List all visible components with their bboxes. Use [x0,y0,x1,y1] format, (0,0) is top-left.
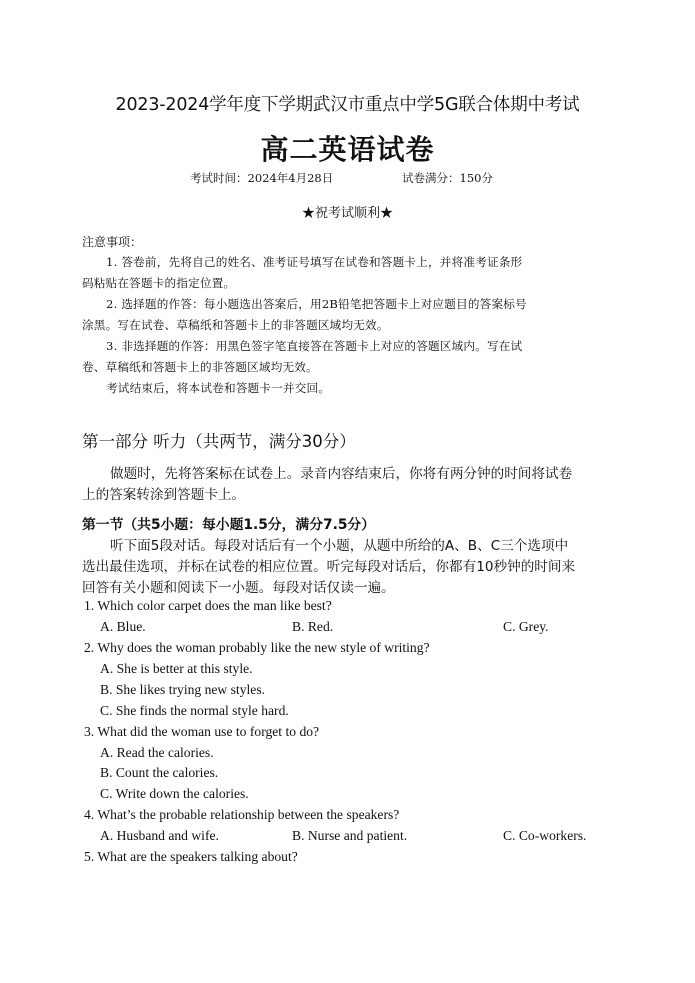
question-1-option-a: A. Blue. [100,619,146,634]
note-line: 3. 非选择题的作答：用黑色签字笔直接答在答题卡上对应的答题区域内。写在试 [106,339,523,353]
part1-intro-line: 做题时，先将答案标在试卷上。录音内容结束后，你将有两分钟的时间将试卷 [110,466,573,482]
note-line: 2. 选择题的作答：每小题选出答案后，用2B铅笔把答题卡上对应题目的答案标号 [106,297,527,311]
question-4-option-a: A. Husband and wife. [100,828,219,843]
note-line: 1. 答卷前，先将自己的姓名、准考证号填写在试卷和答题卡上，并将准考证条形 [106,255,523,269]
exam-time: 考试时间：2024年4月28日 [190,171,334,185]
question-4-option-c: C. Co-workers. [503,828,587,843]
question-4: 4. What’s the probable relationship between the speakers? [84,807,400,822]
question-2-option-b: B. She likes trying new styles. [100,682,266,697]
question-3-option-a: A. Read the calories. [100,745,214,760]
note-line: 码粘贴在答题卡的指定位置。 [82,276,236,290]
section1-intro-line: 听下面5段对话。每段对话后有一个小题，从题中所给的A、B、C三个选项中 [110,538,569,554]
full-score: 试卷满分：150分 [402,171,493,185]
question-1-option-c: C. Grey. [503,619,549,634]
question-3: 3. What did the woman use to forget to do? [84,724,320,739]
notes-heading: 注意事项： [82,235,143,249]
section1-intro-line: 选出最佳选项，并标在试卷的相应位置。听完每段对话后，你都有10秒钟的时间来 [82,559,576,575]
question-3-option-b: B. Count the calories. [100,765,219,780]
question-1: 1. Which color carpet does the man like best? [84,598,332,613]
section1-heading: 第一节（共5小题：每小题1.5分，满分7.5分） [82,517,376,533]
question-2-option-c: C. She finds the normal style hard. [100,703,289,718]
exam-title: 2023-2024学年度下学期武汉市重点中学5G联合体期中考试 [115,95,580,115]
question-4-option-b: B. Nurse and patient. [292,828,408,843]
good-luck-wish: ★祝考试顺利★ [301,206,393,221]
question-2-option-a: A. She is better at this style. [100,661,253,676]
part1-heading: 第一部分 听力（共两节，满分30分） [82,432,356,451]
question-2: 2. Why does the woman probably like the new style of writing? [84,640,430,655]
question-5: 5. What are the speakers talking about? [84,849,298,864]
question-1-option-b: B. Red. [292,619,334,634]
section1-intro-line: 回答有关小题和阅读下一小题。每段对话仅读一遍。 [82,580,395,596]
question-3-option-c: C. Write down the calories. [100,786,249,801]
part1-intro-line: 上的答案转涂到答题卡上。 [82,487,246,503]
note-line: 考试结束后，将本试卷和答题卡一并交回。 [106,381,331,395]
note-line: 卷、草稿纸和答题卡上的非答题区域均无效。 [82,360,318,374]
note-line: 涂黑。写在试卷、草稿纸和答题卡上的非答题区域均无效。 [82,318,389,332]
subject-title: 高二英语试卷 [260,133,435,166]
